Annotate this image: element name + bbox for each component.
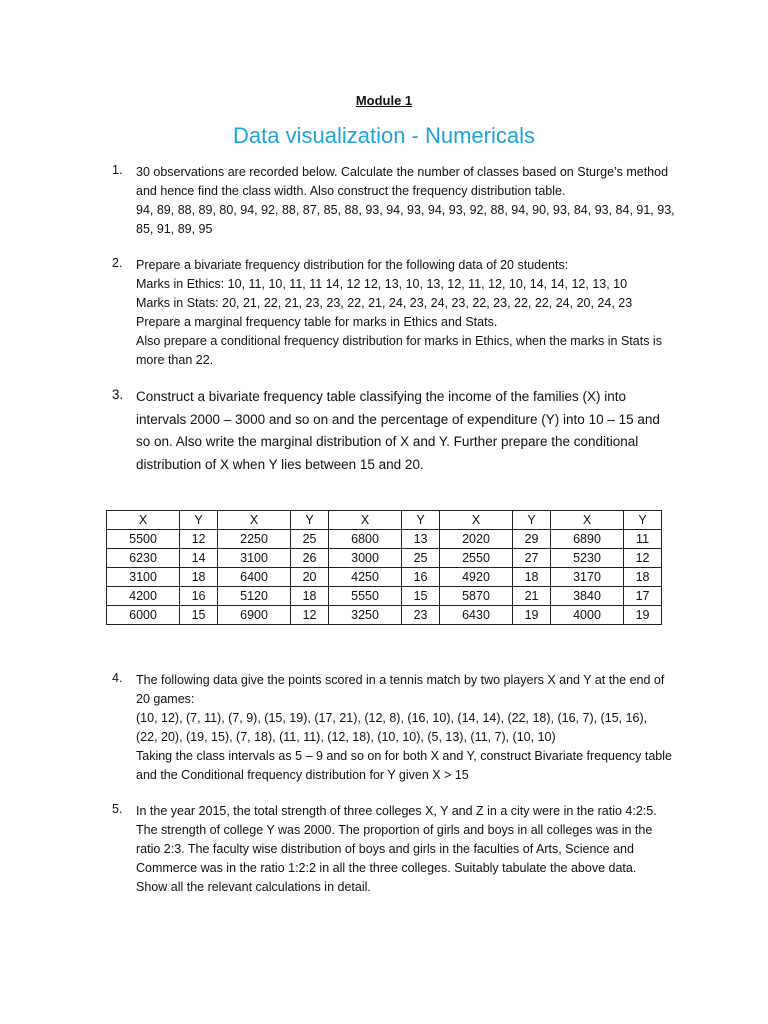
table-cell: 6430	[439, 606, 512, 625]
question-number: 4.	[112, 671, 123, 685]
question-4	[112, 671, 672, 785]
table-cell: 19	[624, 606, 662, 625]
question-text-line: Marks in Stats: 20, 21, 22, 21, 23, 23, 22, 21, 24, 23, 24, 23, 22, 23, 22, 22, 24, 20, 24, 23	[136, 296, 633, 310]
table-cell: 12	[291, 606, 329, 625]
question-text-line: so on. Also write the marginal distribution of X and Y. Further prepare the conditional	[136, 434, 639, 449]
table-row	[107, 530, 662, 549]
question-text-line: and hence find the class width. Also construct the frequency distribution table.	[136, 184, 566, 198]
table-cell: 20	[291, 568, 329, 587]
table-cell: 23	[402, 606, 440, 625]
table-cell: 16	[180, 587, 218, 606]
table-cell: 6900	[217, 606, 290, 625]
table-cell: 29	[513, 530, 551, 549]
table-cell: 4250	[328, 568, 401, 587]
table-cell: 2020	[439, 530, 512, 549]
table-cell: 11	[624, 530, 662, 549]
table-cell: 12	[180, 530, 218, 549]
table-cell: 3250	[328, 606, 401, 625]
table-cell: 25	[291, 530, 329, 549]
table-cell: 19	[513, 606, 551, 625]
column-header: X	[550, 511, 623, 530]
module-heading: Module 1	[355, 93, 413, 108]
column-header: Y	[513, 511, 551, 530]
table-cell: 5120	[217, 587, 290, 606]
question-text-line: Marks in Ethics: 10, 11, 10, 11, 11 14, 12 12, 13, 10, 13, 12, 11, 12, 10, 14, 14, 12, 13, 10	[136, 277, 628, 291]
table-cell: 3000	[328, 549, 401, 568]
table-cell: 2550	[439, 549, 512, 568]
table-row	[107, 568, 662, 587]
question-text-line: and the Conditional frequency distribution for Y given X > 15	[136, 768, 469, 782]
table-cell: 27	[513, 549, 551, 568]
question-text-line: Prepare a marginal frequency table for marks in Ethics and Stats.	[136, 315, 498, 329]
question-text-line: The strength of college Y was 2000. The proportion of girls and boys in all colleges was in the	[136, 823, 653, 837]
table-cell: 21	[513, 587, 551, 606]
column-header: Y	[291, 511, 329, 530]
table-cell: 13	[402, 530, 440, 549]
table-cell: 25	[402, 549, 440, 568]
column-header: X	[107, 511, 180, 530]
table-cell: 17	[624, 587, 662, 606]
table-row	[107, 606, 662, 625]
column-header: Y	[402, 511, 440, 530]
question-text-line: (10, 12), (7, 11), (7, 9), (15, 19), (17, 21), (12, 8), (16, 10), (14, 14), (22, 18), (16, 7), (15, 16),	[136, 711, 648, 725]
question-text-line: 94, 89, 88, 89, 80, 94, 92, 88, 87, 85, 88, 93, 94, 93, 94, 93, 92, 88, 94, 90, 93, 84, 93, 84, 91, 93,	[136, 203, 675, 217]
table-cell: 18	[180, 568, 218, 587]
income-expenditure-table	[106, 510, 662, 625]
question-number: 2.	[112, 256, 123, 270]
question-text-line: ratio 2:3. The faculty wise distribution of boys and girls in the faculties of Arts, Science and	[136, 842, 634, 856]
question-number: 5.	[112, 802, 123, 816]
question-number: 1.	[112, 163, 123, 177]
question-text-line: In the year 2015, the total strength of three colleges X, Y and Z in a city were in the ratio 4:2:5.	[136, 804, 657, 818]
question-text-line: Also prepare a conditional frequency distribution for marks in Ethics, when the marks in Stats is	[136, 334, 662, 348]
table-cell: 16	[402, 568, 440, 587]
table-cell: 4920	[439, 568, 512, 587]
table-cell: 14	[180, 549, 218, 568]
question-text-line: more than 22.	[136, 353, 214, 367]
table-cell: 4200	[107, 587, 180, 606]
question-text-line: 30 observations are recorded below. Calculate the number of classes based on Sturge’s method	[136, 165, 669, 179]
question-text-line: 85, 91, 89, 95	[136, 222, 213, 236]
question-text-line: Prepare a bivariate frequency distribution for the following data of 20 students:	[136, 258, 569, 272]
question-text-line: distribution of X when Y lies between 15 and 20.	[136, 456, 424, 472]
table-cell: 5500	[107, 530, 180, 549]
question-text-line: intervals 2000 – 3000 and so on and the percentage of expenditure (Y) into 10 – 15 and	[136, 411, 660, 427]
column-header: X	[439, 511, 512, 530]
question-text-line: (22, 20), (19, 15), (7, 18), (11, 11), (12, 18), (10, 10), (5, 13), (11, 7), (10, 10)	[136, 730, 556, 744]
question-3	[112, 386, 672, 476]
table-cell: 6400	[217, 568, 290, 587]
table-cell: 18	[291, 587, 329, 606]
column-header: X	[328, 511, 401, 530]
table-cell: 3100	[217, 549, 290, 568]
table-cell: 6000	[107, 606, 180, 625]
column-header: Y	[624, 511, 662, 530]
table-cell: 18	[624, 568, 662, 587]
table-cell: 3840	[550, 587, 623, 606]
page-title: Data visualization - Numericals	[233, 123, 535, 148]
table-cell: 18	[513, 568, 551, 587]
table-cell: 15	[402, 587, 440, 606]
table-cell: 3170	[550, 568, 623, 587]
table-cell: 3100	[107, 568, 180, 587]
question-text-line: The following data give the points scored in a tennis match by two players X and Y at the end of	[136, 673, 665, 687]
column-header: X	[217, 511, 290, 530]
table-cell: 5230	[550, 549, 623, 568]
question-number: 3.	[112, 387, 124, 402]
table-cell: 2250	[217, 530, 290, 549]
table-cell: 26	[291, 549, 329, 568]
table-cell: 5550	[328, 587, 401, 606]
table-row	[107, 549, 662, 568]
question-2	[112, 256, 672, 370]
question-text-line: 20 games:	[136, 692, 195, 706]
question-1	[112, 163, 675, 239]
question-text-line: Commerce was in the ratio 1:2:2 in all the three colleges. Suitably tabulate the above data.	[136, 861, 637, 875]
table-cell: 6890	[550, 530, 623, 549]
table-cell: 4000	[550, 606, 623, 625]
question-text-line: Construct a bivariate frequency table classifying the income of the families (X) into	[136, 389, 626, 404]
table-cell: 6800	[328, 530, 401, 549]
table-cell: 15	[180, 606, 218, 625]
table-cell: 12	[624, 549, 662, 568]
question-text-line: Show all the relevant calculations in detail.	[136, 880, 371, 894]
table-cell: 5870	[439, 587, 512, 606]
table-cell: 6230	[107, 549, 180, 568]
table-header-row	[107, 511, 662, 530]
question-5	[112, 802, 672, 897]
table-row	[107, 587, 662, 606]
question-text-line: Taking the class intervals as 5 – 9 and so on for both X and Y, construct Bivariate frequency table	[136, 749, 672, 763]
column-header: Y	[180, 511, 218, 530]
